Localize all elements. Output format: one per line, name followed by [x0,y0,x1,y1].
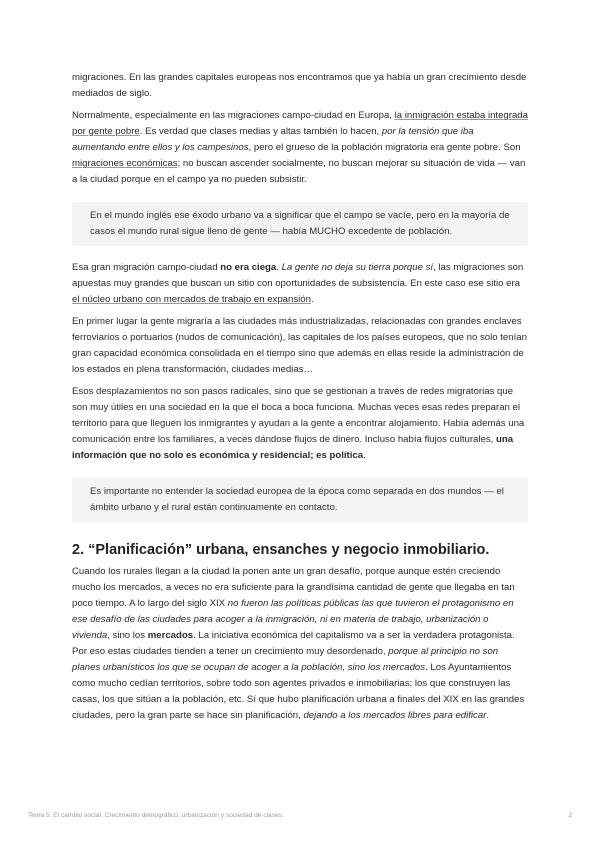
text-run: . [310,294,314,305]
text-run: Normalmente, especialmente en las migraciones campo-ciudad en Europa, [72,110,395,121]
text-run: . Los Ayuntamientos como mucho cedían territorios, sobre todo son agentes privados e inmobiliarias; los que construyen las casas, los que sitúan a la población, etc. Sí que hubo planificación urbana a finales del XIX en las grandes ciudades, pero la gran parte se hace sin planificación, [72,662,525,721]
bold-text: mercados [147,630,194,641]
text-run: . [486,710,490,721]
text-run: , pero el grueso de la población migratoria era gente pobre. Son [248,142,521,153]
bold-text: no era ciega [220,262,277,273]
paragraph-ciudades-destino [72,314,528,378]
footer-title: Tema 5. El cambio social. Crecimiento demográfico, urbanización y sociedad de clases. [28,812,284,819]
paragraph-redes-migratorias [72,384,528,464]
paragraph-migracion-no-ciega [72,260,528,308]
text-run: . Es verdad que clases medias y altas también lo hacen, [139,126,382,137]
italic-text: dejando a los mercados libres para edificar [303,710,487,721]
underlined-text: el núcleo urbano con mercados de trabajo en expansión [72,294,311,305]
text-run: , sino los [107,630,148,641]
paragraph-migraciones-pobres [72,108,528,188]
italic-text: La gente no deja su tierra porque sí [281,262,434,273]
italic-text: porque al principio no son planes urbanísticos los que se ocupan de acoger a la población, sino los mercados [72,646,499,673]
text-run: . [276,262,282,273]
text-run: migraciones. En las grandes capitales europeas nos encontramos que ya había un gran crecimiento desde mediados de siglo. [72,72,527,99]
text-run: Esos desplazamientos no son pasos radicales, sino que se gestionan a través de redes migratorias que son muy útiles en una sociedad en la que el boca a boca funciona. Muchas veces esas redes preparan el territorio para que lleguen los inmigrantes y ayudan a la gente a encontrar alojamiento. Había además una comunicación entre los familiares, a veces dándose flujos de dinero. Incluso había flujos culturales, [72,386,525,445]
text-run: , las migraciones son apuestas muy grandes que buscan un sitio con oportunidades de subsistencia. En este caso ese sitio era [72,262,524,289]
text-run: ; no buscan ascender socialmente, no buscan mejorar su situación de vida — van a la ciudad porque en el campo ya no pueden subsistir. [72,158,526,185]
paragraph-planificacion [72,564,528,724]
page-content [72,70,528,724]
callout-text: En el mundo inglés ese éxodo urbano va a significar que el campo se vacíe, pero en la mayoría de casos el mundo rural sigue lleno de gente — había MUCHO excedente de población. [90,210,510,237]
italic-text: no fueron las políticas públicas las que tuvieron el protagonismo en ese desafío de las ciudades para acoger a la inmigración, ni en materia de trabajo, urbanización o vivienda [72,598,514,641]
underlined-text: la inmigración estaba integrada por gente pobre [72,110,528,137]
callout-box-sociedad [72,478,528,522]
text-run: En primer lugar la gente migraría a las ciudades más industrializadas, relacionadas con grandes enclaves ferroviarios o portuarios (nudos de comunicación), las capitales de los países europeos, que no solo tenían gran capacidad económica consolidada en el tiempo sino que además en ellas reside la administración de los estados en plena transformación, ciudades medias… [72,316,527,375]
section-heading: 2. “Planificación” urbana, ensanches y negocio inmobiliario. [72,542,490,558]
underlined-text: migraciones económicas [72,158,178,169]
bold-text: una información que no solo es económica y residencial; es política [72,434,514,461]
page-footer [28,812,572,819]
callout-box-exodo [72,202,528,246]
callout-text: Es importante no entender la sociedad europea de la época como separada en dos mundos — el ámbito urbano y el rural están continuamente en contacto. [90,486,504,513]
text-run: Esa gran migración campo-ciudad [72,262,221,273]
page-number: 2 [568,812,572,819]
paragraph-migraciones-intro [72,70,528,102]
text-run: . [363,450,366,461]
text-run: Cuando los rurales llegan a la ciudad la ponen ante un gran desafío, porque aunque estén creciendo mucho los mercados, a veces no era suficiente para la grandísima cantidad de gente que llegaba en tan poco tiempo. A lo largo del siglo XIX [72,566,515,609]
text-run: . La iniciativa económica del capitalismo va a ser la verdadera protagonista. Por eso estas ciudades tienden a tener un crecimiento muy desordenado, [72,630,515,657]
italic-text: por la tensión que iba aumentando entre ellos y los campesinos [72,126,474,153]
